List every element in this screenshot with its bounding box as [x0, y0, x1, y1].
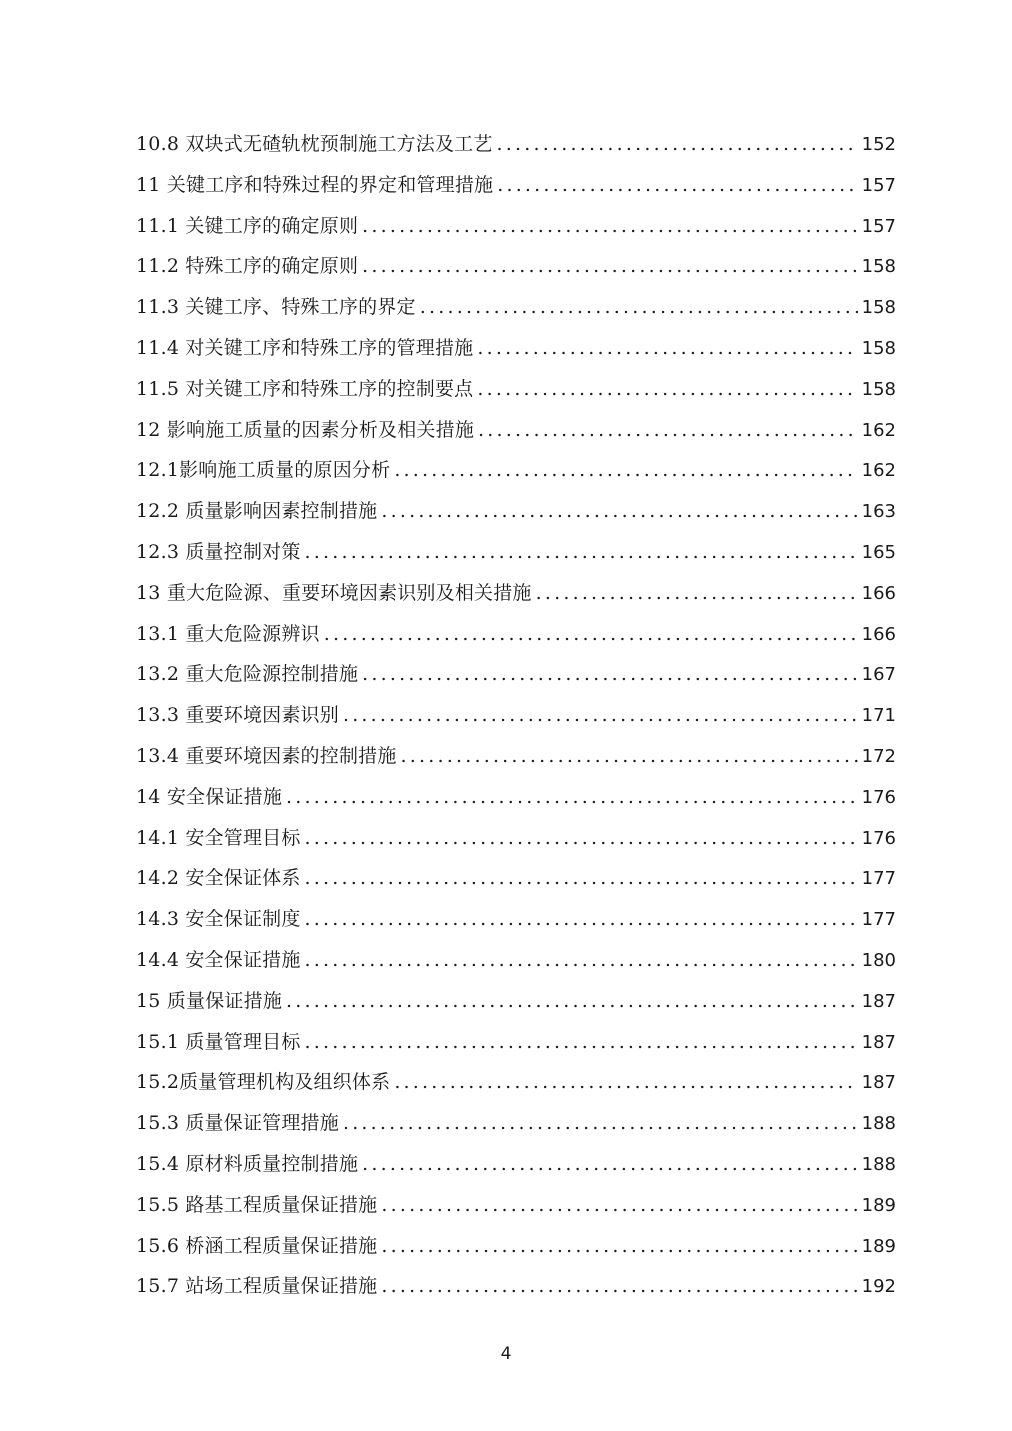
toc-entry[interactable] — [136, 614, 896, 655]
toc-entry-page: 176 — [861, 827, 896, 849]
toc-entry[interactable] — [136, 206, 896, 247]
toc-entry-page: 176 — [861, 786, 896, 808]
toc-entry-page: 172 — [861, 745, 896, 767]
toc-entry-page: 166 — [861, 623, 896, 645]
dot-leader — [477, 369, 857, 410]
toc-entry-title: 11.3 关键工序、特殊工序的界定 — [136, 296, 416, 319]
toc-entry[interactable] — [136, 981, 896, 1022]
toc-entry-page: 158 — [861, 337, 896, 359]
dot-leader — [478, 410, 858, 451]
dot-leader — [305, 532, 858, 573]
dot-leader — [536, 573, 858, 614]
toc-entry[interactable] — [136, 777, 896, 818]
dot-leader — [381, 491, 857, 532]
toc-entry[interactable] — [136, 450, 896, 491]
toc-entry[interactable] — [136, 573, 896, 614]
toc-entry[interactable] — [136, 1144, 896, 1185]
dot-leader — [305, 818, 858, 859]
dot-leader — [477, 328, 857, 369]
toc-entry-page: 188 — [861, 1153, 896, 1175]
toc-entry-title: 15.2质量管理机构及组织体系 — [136, 1071, 391, 1094]
toc-entry-page: 189 — [861, 1194, 896, 1216]
dot-leader — [362, 1144, 857, 1185]
dot-leader — [381, 1226, 857, 1267]
toc-entry[interactable] — [136, 1103, 896, 1144]
toc-entry-page: 166 — [861, 582, 896, 604]
toc-entry-title: 15.7 站场工程质量保证措施 — [136, 1275, 378, 1298]
toc-entry-title: 11.4 对关键工序和特殊工序的管理措施 — [136, 336, 474, 359]
toc-entry-title: 11.1 关键工序的确定原则 — [136, 214, 359, 237]
dot-leader — [497, 124, 858, 165]
toc-entry-page: 163 — [861, 501, 896, 523]
dot-leader — [324, 614, 858, 655]
toc-entry-page: 165 — [861, 541, 896, 563]
dot-leader — [394, 450, 857, 491]
toc-entry-title: 12.2 质量影响因素控制措施 — [136, 500, 378, 523]
toc-entry-page: 171 — [861, 705, 896, 727]
toc-entry[interactable] — [136, 328, 896, 369]
toc-entry-title: 13 重大危险源、重要环境因素识别及相关措施 — [136, 581, 532, 604]
toc-entry-page: 188 — [861, 1113, 896, 1135]
toc-entry[interactable] — [136, 1185, 896, 1226]
dot-leader — [362, 246, 857, 287]
dot-leader — [497, 165, 857, 206]
toc-entry[interactable] — [136, 532, 896, 573]
toc-entry-title: 11 关键工序和特殊过程的界定和管理措施 — [136, 173, 494, 196]
toc-entry-page: 187 — [861, 1072, 896, 1094]
toc-entry-page: 187 — [861, 1031, 896, 1053]
toc-entry[interactable] — [136, 1022, 896, 1063]
toc-entry[interactable] — [136, 1266, 896, 1307]
toc-entry-page: 192 — [861, 1276, 896, 1298]
toc-entry-title: 15.4 原材料质量控制措施 — [136, 1152, 359, 1175]
dot-leader — [401, 736, 858, 777]
toc-entry-page: 162 — [861, 460, 896, 482]
dot-leader — [420, 287, 858, 328]
toc-entry[interactable] — [136, 940, 896, 981]
toc-entry-title: 10.8 双块式无碴轨枕预制施工方法及工艺 — [136, 133, 493, 155]
toc-entry-title: 12.1影响施工质量的原因分析 — [136, 459, 391, 482]
toc-entry-title: 14.1 安全管理目标 — [136, 826, 301, 849]
toc-entry-title: 15 质量保证措施 — [136, 989, 283, 1012]
toc-entry[interactable] — [136, 695, 896, 736]
dot-leader — [381, 1266, 857, 1307]
dot-leader — [305, 940, 858, 981]
toc-entry[interactable] — [136, 246, 896, 287]
toc-entry-title: 12 影响施工质量的因素分析及相关措施 — [136, 418, 475, 441]
toc-entry[interactable] — [136, 165, 896, 206]
toc-entry[interactable] — [136, 410, 896, 451]
page-number: 4 — [500, 1344, 512, 1364]
dot-leader — [343, 695, 858, 736]
toc-entry-title: 14 安全保证措施 — [136, 785, 283, 808]
dot-leader — [343, 1103, 858, 1144]
toc-entry[interactable] — [136, 818, 896, 859]
toc-entry-title: 15.5 路基工程质量保证措施 — [136, 1193, 378, 1216]
toc-entry[interactable] — [136, 899, 896, 940]
toc-entry-title: 11.5 对关键工序和特殊工序的控制要点 — [136, 377, 474, 400]
toc-entry[interactable] — [136, 491, 896, 532]
dot-leader — [286, 981, 858, 1022]
table-of-contents — [136, 124, 896, 1307]
toc-entry-page: 189 — [861, 1235, 896, 1257]
toc-entry-title: 14.2 安全保证体系 — [136, 867, 301, 890]
toc-entry-page: 152 — [861, 134, 896, 155]
toc-entry[interactable] — [136, 287, 896, 328]
toc-entry-page: 157 — [861, 215, 896, 237]
toc-entry-page: 158 — [861, 378, 896, 400]
toc-entry-title: 15.3 质量保证管理措施 — [136, 1112, 339, 1135]
dot-leader — [286, 777, 858, 818]
toc-entry-page: 158 — [861, 256, 896, 278]
toc-entry-title: 15.6 桥涵工程质量保证措施 — [136, 1234, 378, 1257]
dot-leader — [305, 1022, 858, 1063]
toc-entry-title: 15.1 质量管理目标 — [136, 1030, 301, 1053]
toc-entry-page: 158 — [861, 297, 896, 319]
dot-leader — [362, 206, 857, 247]
toc-entry[interactable] — [136, 124, 896, 165]
toc-entry-title: 13.1 重大危险源辨识 — [136, 622, 320, 645]
dot-leader — [362, 654, 857, 695]
toc-entry-title: 14.3 安全保证制度 — [136, 908, 301, 931]
toc-entry[interactable] — [136, 858, 896, 899]
toc-entry-title: 13.4 重要环境因素的控制措施 — [136, 744, 397, 767]
toc-entry[interactable] — [136, 1062, 896, 1103]
toc-entry-page: 180 — [861, 949, 896, 971]
toc-entry[interactable] — [136, 654, 896, 695]
toc-entry[interactable] — [136, 736, 896, 777]
toc-entry-title: 13.3 重要环境因素识别 — [136, 704, 339, 727]
toc-entry[interactable] — [136, 369, 896, 410]
toc-entry-title: 13.2 重大危险源控制措施 — [136, 663, 359, 686]
dot-leader — [305, 899, 858, 940]
dot-leader — [381, 1185, 857, 1226]
toc-entry-page: 177 — [861, 909, 896, 931]
dot-leader — [394, 1062, 857, 1103]
toc-entry-page: 187 — [861, 990, 896, 1012]
toc-entry-title: 11.2 特殊工序的确定原则 — [136, 255, 359, 278]
toc-entry-title: 14.4 安全保证措施 — [136, 948, 301, 971]
toc-entry-title: 12.3 质量控制对策 — [136, 540, 301, 563]
toc-entry-page: 177 — [861, 868, 896, 890]
toc-entry-page: 157 — [861, 174, 896, 196]
toc-entry-page: 162 — [861, 419, 896, 441]
toc-entry-page: 167 — [861, 664, 896, 686]
dot-leader — [305, 858, 858, 899]
toc-entry[interactable] — [136, 1226, 896, 1267]
